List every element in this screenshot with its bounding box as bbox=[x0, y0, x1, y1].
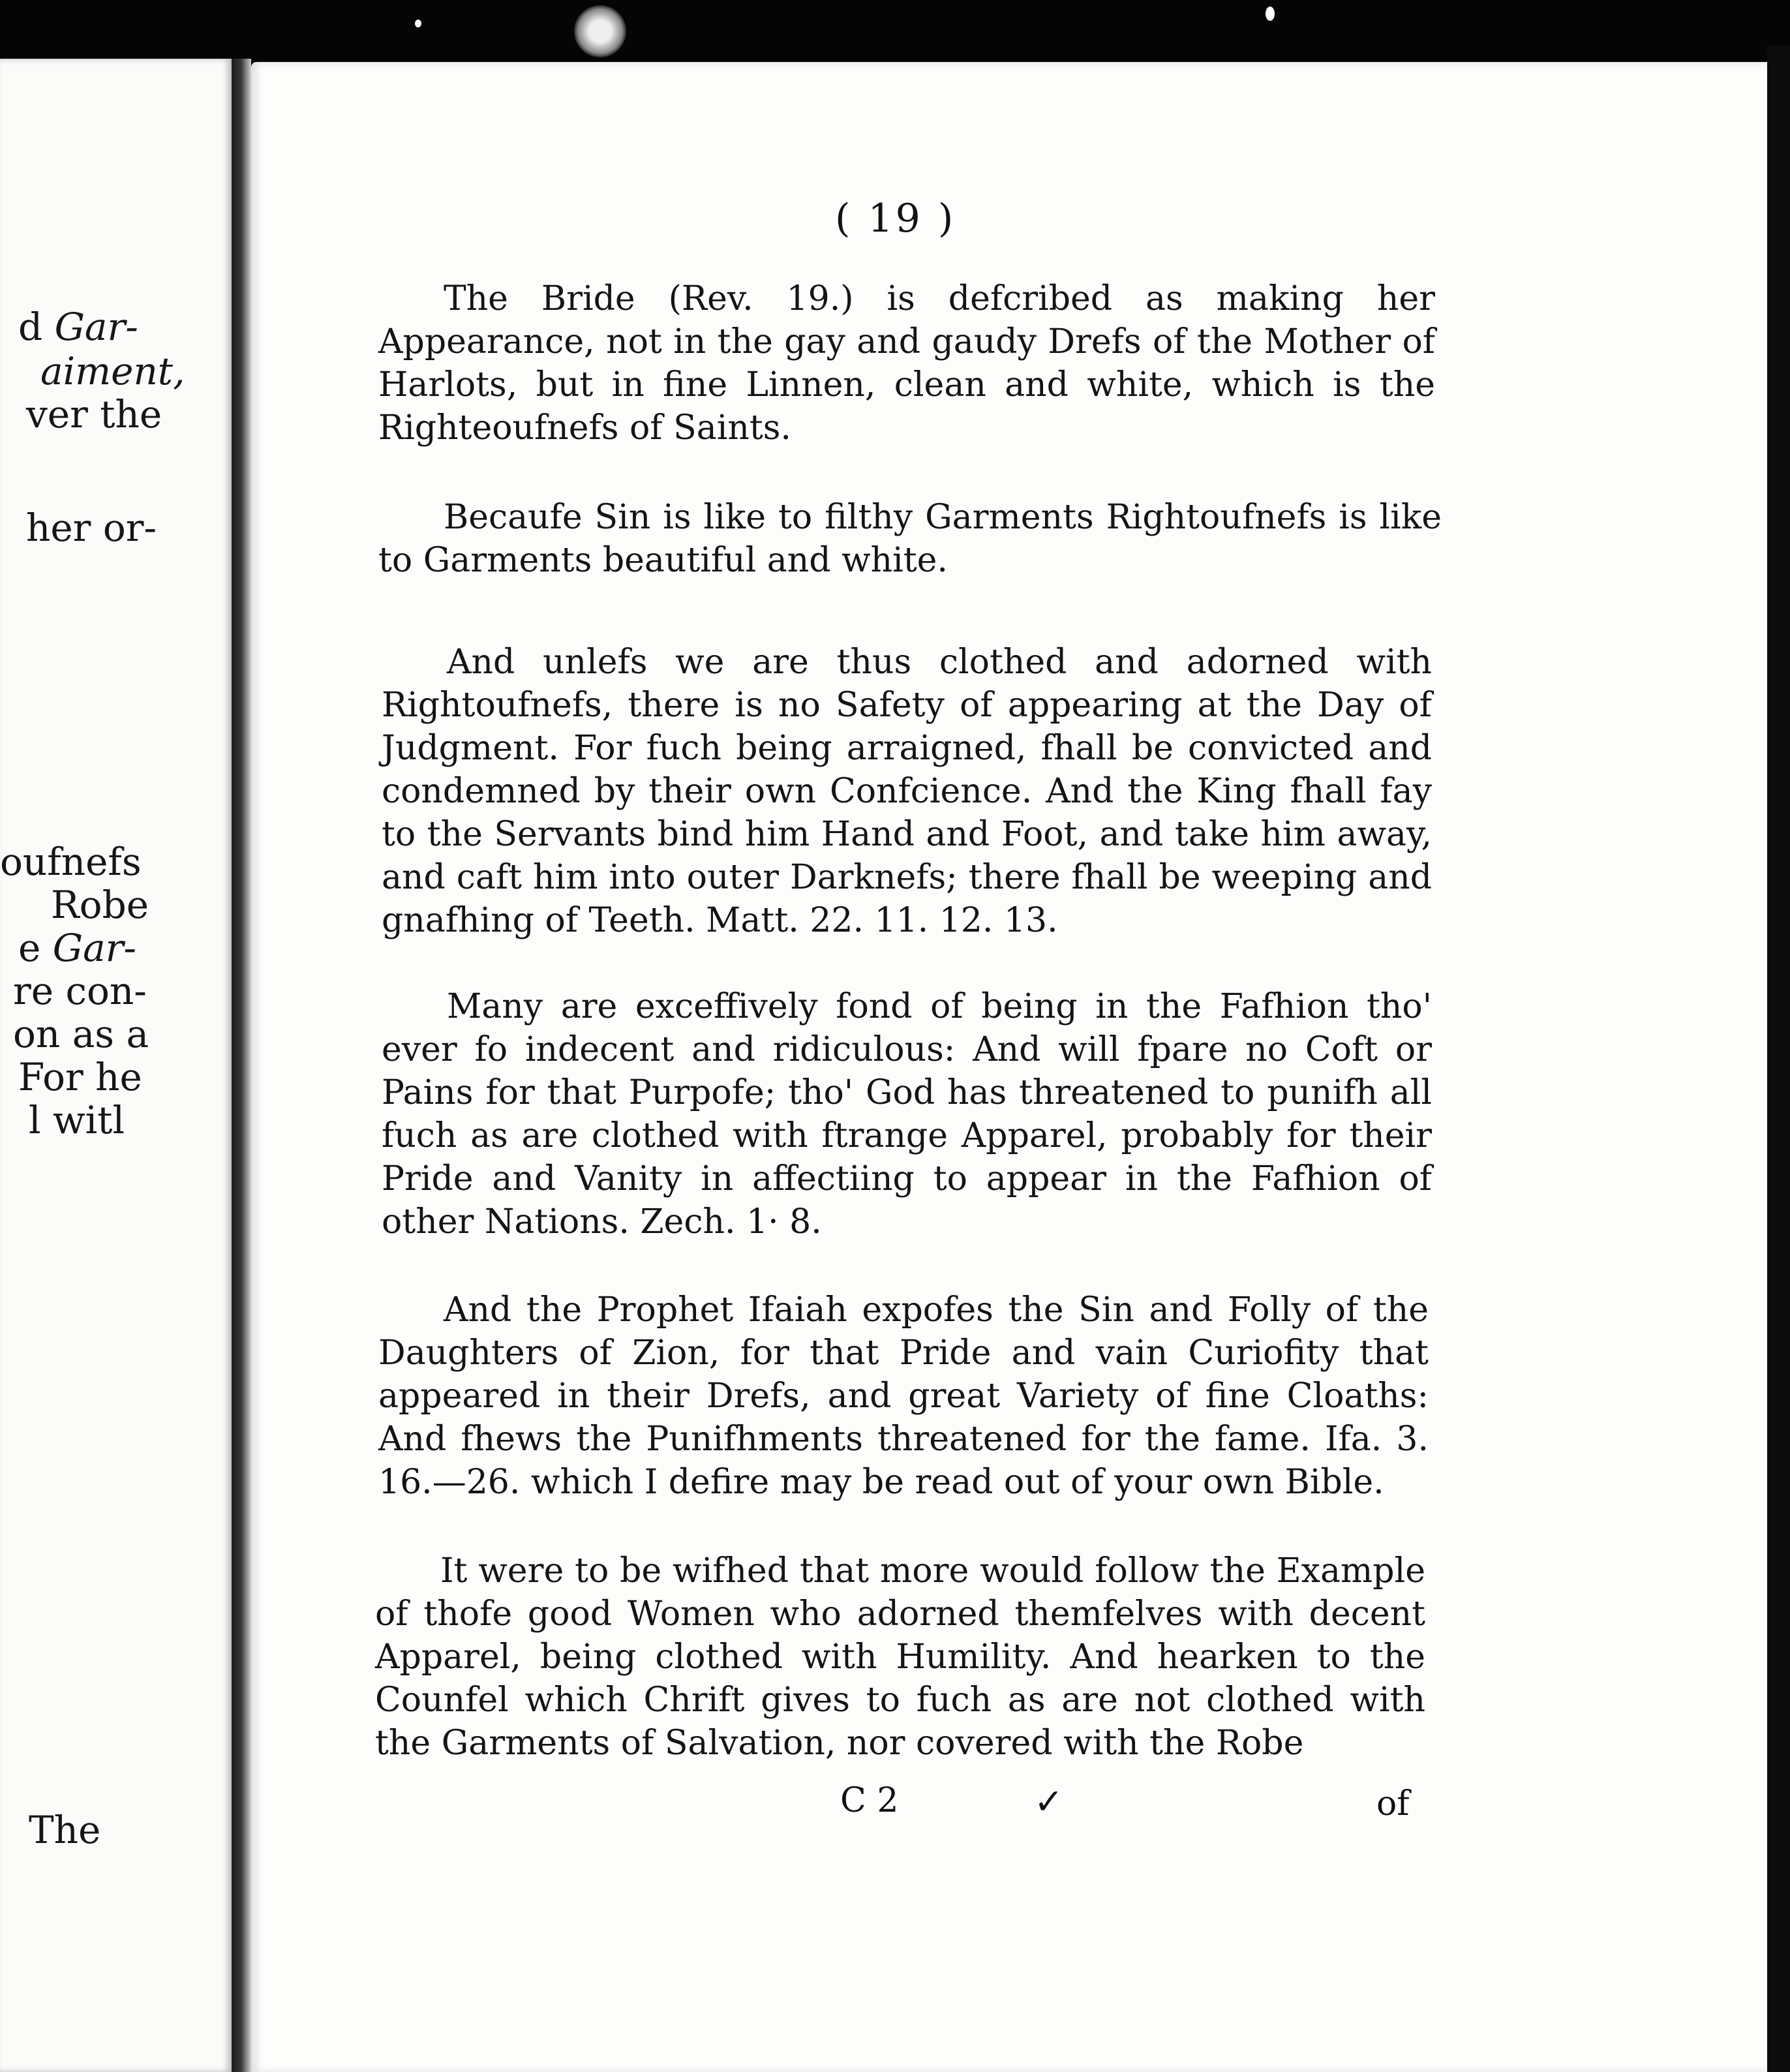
page-number: ( 19 ) bbox=[835, 196, 956, 241]
paragraph-isaiah bbox=[378, 1288, 1429, 1504]
catchword: of bbox=[1376, 1784, 1410, 1823]
paragraph-text: And the Prophet Ifaiah expofes the Sin and Folly of the Daughters of Zion, for that Pride and vain Curiofity that appeared in their Drefs, and great Variety of fine Cloaths: And fhews the Punifhments threatened for the fame. Ifa. 3. 16.—26. which I defire may be read out of your own Bible. bbox=[378, 1290, 1429, 1502]
fragment-line: ver the bbox=[26, 392, 162, 436]
paragraph-filthy-garments bbox=[378, 496, 1442, 582]
ink-speck bbox=[574, 5, 626, 57]
fragment-line: d Gar- bbox=[18, 305, 138, 349]
ink-speck bbox=[1266, 7, 1275, 21]
fragment-line: The bbox=[29, 1808, 101, 1852]
check-mark-icon: ✓ bbox=[1034, 1781, 1064, 1822]
scan-border bbox=[1767, 46, 1790, 2072]
fragment-line: re con- bbox=[13, 969, 147, 1013]
paragraph-text: The Bride (Rev. 19.) is defcribed as making her Appearance, not in the gay and gaudy Drefs of the Mother of Harlots, but in fine Linnen, clean and white, which is the Righteoufnefs of Saints. bbox=[378, 279, 1435, 448]
paragraph-bride bbox=[378, 277, 1435, 449]
book-gutter bbox=[232, 59, 251, 2072]
paragraph-text: It were to be wifhed that more would follow the Example of thofe good Women who adorned themfelves with decent Apparel, being clothed with Humility. And hearken to the Counfel which Chrift gives to fuch as are not clothed with the Garments of Salvation, nor covered with the Robe bbox=[375, 1551, 1425, 1763]
fragment-line: oufnefs bbox=[0, 840, 142, 884]
previous-page-fragment bbox=[0, 59, 232, 2072]
ink-speck bbox=[415, 20, 421, 27]
fragment-line: aiment, bbox=[40, 349, 185, 393]
fragment-line: Robe bbox=[51, 883, 149, 927]
fragment-line: e Gar- bbox=[18, 926, 136, 970]
paragraph-text: And unlefs we are thus clothed and adorned with Rightoufnefs, there is no Safety of appearing at the Day of Judgment. For fuch being arraigned, fhall be convicted and condemned by their own Confcience. And the King fhall fay to the Servants bind him Hand and Foot, and take him away, and caft him into outer Darknefs; there fhall be weeping and gnafhing of Teeth. Matt. 22. 11. 12. 13. bbox=[382, 643, 1432, 940]
fragment-line: her or- bbox=[26, 506, 157, 550]
fragment-line: on as a bbox=[13, 1012, 149, 1056]
signature-mark: C 2 bbox=[840, 1781, 899, 1820]
paragraph-judgment bbox=[382, 641, 1432, 942]
fragment-line: l witl bbox=[29, 1098, 125, 1142]
paragraph-good-women bbox=[375, 1549, 1425, 1765]
paragraph-fashion bbox=[382, 985, 1432, 1243]
paragraph-text: Many are exceffively fond of being in the Fafhion tho' ever fo indecent and ridiculous: And will fpare no Coft or Pains for that Purpofe; tho' God has threatened to punifh all fuch as are clothed with ftrange Apparel, probably for their Pride and Vanity in affectiing to appear in the Fafhion of other Nations. Zech. 1· 8. bbox=[382, 987, 1432, 1242]
fragment-line: For he bbox=[18, 1055, 142, 1099]
paragraph-text: Becaufe Sin is like to filthy Garments Rightoufnefs is like to Garments beautiful and white. bbox=[378, 498, 1442, 580]
